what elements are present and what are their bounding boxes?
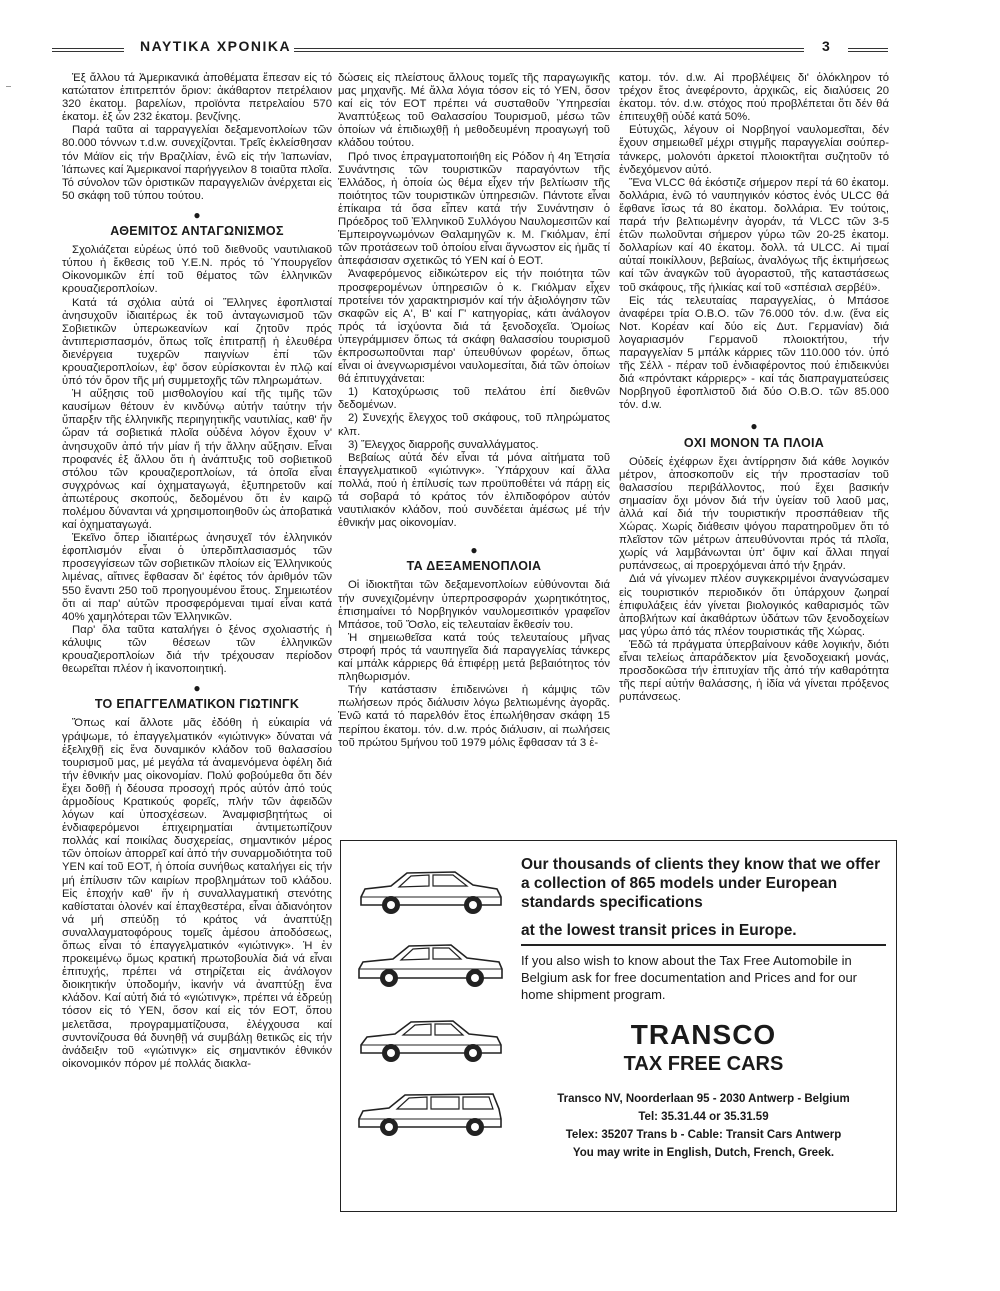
header-rule-right <box>848 48 888 49</box>
ad-telephone: Tel: 35.31.44 or 35.31.59 <box>638 1110 769 1123</box>
ad-brand-name: TRANSCO <box>630 1018 777 1050</box>
transco-advertisement <box>340 840 897 1212</box>
column-2 <box>338 72 610 750</box>
paragraph: δώσεις εἰς πλείστους ἄλλους τομεῖς τῆς παραγωγικῆς μας μηχανῆς. Μέ ἄλλα λόγια τόσον εἰς τό ΥΕΝ, ὅσον καί εἰς τόν ΕΟΤ πρέπει νά συσταθοῦν Ὑπηρεσίαι Ἀναπτύξεως τοῦ Θαλασσίου Τουρισμοῦ, μέσω τῶν ὁποίων νά ἐπιδιωχθῇ ἡ μεθοδευμένη προαγωγή τοῦ κλάδου τούτου. <box>338 72 610 150</box>
ad-copy <box>521 855 886 1162</box>
scan-mark <box>6 86 11 87</box>
header-rule-left-2 <box>52 51 124 52</box>
sedan-car-icon <box>355 1007 505 1069</box>
section-title-not-only-ships: ΟΧΙ ΜΟΝΟΝ ΤΑ ΠΛΟΙΑ <box>683 435 825 450</box>
station-wagon-icon <box>355 1081 505 1143</box>
paragraph: Ἡ αὔξησις τοῦ μισθολογίου καί τῆς τιμῆς τῶν καυσίμων θέτουν ἐν κινδύνῳ αὐτήν ταύτην τήν ὕπαρξιν τῆς ἑλληνικῆς περιηγητικῆς ναυτιλίας, καθ' ἥν ὥραν τά σοβιετικά πλοῖα οὐδένα λόγον ἔχουν ν' ἀνησυχοῦν ἀπό τήν μίαν ἤ τήν ἄλλην αὔξησιν. Εἶναι προφανές ἐξ ἄλλου ὅτι ἡ ἀνάπτυξις τοῦ σοβιετικοῦ στόλου τῶν κρουαζιεροπλοίων, τά ὁποῖα εἶναι συγχρόνως καί ὀχηματαγωγά, ἐξυπηρετοῦν καί ἀπωτέρους σκοπούς, δεδομένου ὅτι ἐν καιρῷ πολέμου δύνανται νά χρησιμοποιηθοῦν ὡς ἀποβατικά καί ὀχηματαγωγά. <box>62 388 332 532</box>
section-bullet-icon: ● <box>750 419 758 434</box>
header-rule-middle-2 <box>294 51 804 52</box>
ad-tagline: TAX FREE CARS <box>623 1052 784 1075</box>
page-header <box>52 38 910 58</box>
ad-info: If you also wish to know about the Tax Free Automobile in Belgium ask for free documentation and Prices and for our home shipment program. <box>521 952 858 1002</box>
section-bullet-icon: ● <box>470 543 478 558</box>
paragraph: Διά νά γίνωμεν πλέον συγκεκριμένοι ἀναγνώσαμεν εἰς τουριστικόν περιοδικόν ὅτι ὑπάρχουν ζωηραί ἐπιφυλάξεις ἐάν γίνεται βιολογικός καθαρισμός τῶν ἀποβλήτων καί ἀκαθάρτων ὑδάτων τῶν ξενοδοχείων μας γύρω ἀπό τάς πλέον τουριστικάς τῆς Χώρας. <box>619 573 889 638</box>
paragraph: Παρά ταῦτα αἱ ταρραγγελίαι δεξαμενοπλοίων τῶν 80.000 τόννων τ.d.w. συνεχίζονται. Τρεῖς ἐκλείσθησαν τόν Μάϊον εἰς τήν Βραζιλίαν, ἐνῶ εἰς τήν Ἰαπωνίαν, Ἰάπωνες καί Ἀμερικανοί παρήγγειλον 8 τοιαῦτα πλοῖα. Τό σύνολον τῶν ὁριστικῶν παραγγελιῶν ἀνέρχεται εἰς 50 σκάφη τοῦ τύπου τούτου. <box>62 124 332 202</box>
sedan-car-icon <box>355 933 505 995</box>
car-illustrations <box>355 859 515 1155</box>
journal-title: ΝΑΥΤΙΚΑ ΧΡΟΝΙΚΑ <box>140 38 292 54</box>
section-bullet-icon: ● <box>193 207 201 222</box>
ad-divider <box>521 944 886 946</box>
list-item: 3) Ἔλεγχος διαρροῆς συναλλάγματος. <box>348 438 539 451</box>
column-1 <box>62 72 332 1071</box>
ad-subheadline: at the lowest transit prices in Europe. <box>521 922 797 939</box>
header-rule-middle <box>294 48 804 49</box>
paragraph: Τήν κατάστασιν ἐπιδεινώνει ἡ κάμψις τῶν πωλήσεων πρός διάλυσιν λόγω βελτιωμένης ἀγορᾶς. Ἐνῶ κατά τό παρελθόν ἔτος ἐπωλήθησαν σκάφη 15 περίπου ἑκατομ. τόν. d.w. πρός διάλυσιν, αἱ πωλήσεις τοῦ πρώτου 5μήνου τοῦ 1979 μόλις ἔφθασαν τά 3 ἑ- <box>338 684 610 749</box>
section-title-tankers: ΤΑ ΔΕΞΑΜΕΝΟΠΛΟΙΑ <box>406 559 542 574</box>
ad-languages: You may write in English, Dutch, French, Greek. <box>572 1146 835 1159</box>
paragraph: Ἐκεῖνο ὅπερ ἰδιαιτέρως ἀνησυχεῖ τόν ἑλληνικόν ἐφοπλισμόν εἶναι ὁ ὑπερδιπλασιασμός τῶν προσεγγίσεων τῶν σοβιετικῶν πλοίων εἰς Ἑλληνικούς λιμένας, αἵτινες ἔφθασαν δι' ἐφέτος τόν ἀριθμόν τῶν 550 ἔναντι 250 τοῦ προηγουμένου ἔτους. Σημειωτέον ὅτι αἱ παρ' αὐτῶν προσφερόμεναι τιμαί εἶναι κατά 40% χαμηλότεραι τῶν Ἑλληνικῶν. <box>62 532 332 623</box>
paragraph: Κατά τά σχόλια αὐτά οἱ Ἕλληνες ἐφοπλισταί ἀνησυχοῦν ἰδιαιτέρως ἐκ τοῦ ἀνταγωνισμοῦ τῶν Σοβιετικῶν ὑπερωκεανίων καί ζητοῦν πρός ἀντιπερισπασμόν, ὅπως τοῖς ἐπιτραπῇ ἡ ἐλευθέρα διενέργεια τυχερῶν παιγνίων ἐπί τῶν κρουαζιεροπλοίων, ἐφ' ὅσον εὑρίσκονται ἐν πλῷ καί ὑπό τόν ὅρον τῆς μή συμμετοχῆς τῶν πληρωμάτων. <box>62 296 332 388</box>
ad-headline: Our thousands of clients they know that we offer a collection of 865 models under European standards specifications <box>521 856 881 911</box>
section-bullet-icon: ● <box>193 681 201 696</box>
paragraph: Εὐτυχῶς, λέγουν οἱ Νορβηγοί ναυλομεσῖται, δέν ἔχουν σημειωθεῖ μέχρι στιγμῆς παραγγελίαι σούπερ-τάνκερς, μολονότι ἀρκετοί πλοιοκτῆται συζητοῦν τό ἐνδεχόμενον αὐτό. <box>619 124 889 176</box>
ad-address: Transco NV, Noorderlaan 95 - 2030 Antwerp - Belgium <box>557 1092 850 1105</box>
paragraph: Οὐδείς ἐχέφρων ἔχει ἀντίρρησιν διά κάθε λογικόν μέτρον, ἀποσκοποῦν εἰς τήν προστασίαν τοῦ θαλασσίου περιβάλλοντος, πού ἔχει βασικήν σημασίαν ὄχι μόνον διά τήν ὑγείαν τοῦ λαοῦ μας, ἀλλά καί διά τήν τουριστικήν προσπάθειαν τῆς Χώρας. Χωρίς διάθεσιν ψόγου παρατηροῦμεν ὅτι τό πλεῖστον τῶν μέτρων ἀπευθύνονται πρός τά πλοῖα, χωρίς νά λαμβάνωνται ὑπ' ὄψιν καί ἄλλαι πηγαί ρυπάνσεως, αἱ προερχόμεναι ἀπό τήν ξηράν. <box>619 455 889 573</box>
paragraph: Παρ' ὅλα ταῦτα καταλήγει ὁ ξένος σχολιαστής ἡ κάλυψις τῶν θέσεων τῶν ἑλληνικῶν κρουαζιεροπλοίων διά τήν τρέχουσαν περίοδον θεωρεῖται πλέον ἡ ἱκανοποιητική. <box>62 623 332 676</box>
column-3 <box>619 72 889 704</box>
paragraph: Οἱ ἰδιοκτῆται τῶν δεξαμενοπλοίων εὐθύνονται διά τήν συνεχιζομένην ὑπερπροσφοράν χωρητικότητος, ἐπισημαίνει τό Νορβηγικόν ναυλομεσιτικόν γραφεῖον Μπάσοε, τοῦ Ὄσλο, εἰς τελευταίαν ἔκθεσίν του. <box>338 579 610 631</box>
paragraph: Σχολιάζεται εὐρέως ὑπό τοῦ διεθνοῦς ναυτιλιακοῦ τύπου ἡ ἔκθεσις τοῦ Υ.Ε.Ν. πρός τό Ὑπουργεῖον Οἰκονομικῶν ἐπί τοῦ θέματος τῶν ἑλληνικῶν κρουαζιεροπλοίων. <box>62 244 332 296</box>
paragraph: Ὅπως καί ἄλλοτε μᾶς ἐδόθη ἡ εὐκαιρία νά γράψωμε, τό ἐπαγγελματικόν «γιώτινγκ» δύναται νά ἐξελιχθῇ εἰς ἕνα δυναμικόν κλάδον τοῦ θαλασσίου τουρισμοῦ μας, μέ μεγάλα τά ἀναμενόμενα ὀφέλη διά τήν ἐθνικήν μας οἰκονομίαν. Πολύ φοβούμεθα ὅτι δέν ἔχει δοθῇ ἡ δέουσα προσοχή πρός αὐτόν ἀπό τούς ἁρμοδίους Κρατικούς φορεῖς, πλήν τῶν ἀφειδῶν λόγων καί ὑποσχέσεων. Ἀναμφισβητήτως οἱ ἐνδιαφερόμενοι ἐπιχειρηματίαι ἀντιμετωπίζουν πολλάς καί ποικίλας δυσχερείας, σημαντικόν μέρος τῶν ὁποίων ἀπορρεῖ καί ἀπό τήν συναρμοδιότητα τοῦ ΥΕΝ καί τοῦ ΕΟΤ, ἡ ὁποία συνήθως καταλήγει εἰς τήν μή ἐπίλυσιν τῶν καιρίων προβλημάτων τοῦ κλάδου. Εἰς ἐποχήν καθ' ἥν ἡ συναλλαγματική στενότης καθίσταται ὁλονέν καί ἐπαχθεστέρα, εἶναι ἀδιανόητον νά μή σπεύδῃ τό κράτος νά ἀναπτύξῃ συναλλαγματοφόρους τομεῖς ἀμέσου ἀποδόσεως, ὅπως εἶναι τό ἐπαγγελματικόν «γιώτινγκ». Ἡ ἐν προκειμένῳ ὅμως κρατική πρωτοβουλία διά νά εἶναι ἐπιτυχής, πρέπει νά στηρίζεται εἰς ἀνάλογον διοικητικήν ὑποδομήν, ἱκανήν νά ἀναπτύξῃ ἕνα κλάδον. Καί αὐτή διά τό «γιώτινγκ», πρέπει νά ἑδρεύῃ τόσον εἰς τό ΥΕΝ, ὅσον καί εἰς τόν ΕΟΤ, ὅπου μελετᾶσα, προγραμματίζουσα, ἐλέγχουσα καί συντονίζουσα θά δυνηθῇ νά συμβάλῃ θετικῶς εἰς τήν ἀνάδειξιν τοῦ «γιώτινγκ» εἰς σημαντικόν ἐθνικόν οἰκονομικόν πόρον μέ πολλάς διακλα- <box>62 717 332 1070</box>
paragraph: Εἰς τάς τελευταίας παραγγελίας, ὁ Μπάσοε ἀναφέρει τρία Ο.Β.Ο. τῶν 76.000 τόν. d.w. (ἕνα εἰς Νοτ. Κορέαν καί δύο εἰς Δυτ. Γερμανίαν) διά λογαριασμόν Γερμανοῦ πλοιοκτήτου, τήν παραγγελίαν 5 μπάλκ κάρριες τῶν 110.000 τόν. ὑπό τῆς Σέλλ - πέραν τοῦ ἐνδιαφέροντος πού ἐπιδεικνύει διά «πρόντακτ κάρριερς» - καί τάς διαπραγματεύσεις Νορβηγοῦ ἐφοπλιστοῦ διά δύο Ο.Β.Ο. τῶν 85.000 τόν. d.w. <box>619 294 889 412</box>
paragraph: Ἐδῶ τά πράγματα ὑπερβαίνουν κάθε λογικήν, διότι εἶναι τελείως ἀπαράδεκτον μία ξενοδοχειακή μονάς, προσδοκῶσα τήν ἐπιτυχίαν τῆς ἀπό τήν καθαρότητα τῆς περί αὐτήν θαλάσσης, ἡ ἰδία νά γίνεται πρόξενος ρυπάνσεως. <box>619 638 889 704</box>
paragraph: κατομ. τόν. d.w. Αἱ προβλέψεις δι' ὁλόκληρον τό τρέχον ἔτος ἀνεφέροντο, ἀρχικῶς, εἰς διαλύσεις 20 ἑκατομ. τόν. d.w. στόχος πού προβλέπεται ὅτι δέν θά ἐπιτευχθῇ οὐδέ κατά 50%. <box>619 72 889 124</box>
list-item: 2) Συνεχής ἔλεγχος τοῦ σκάφους, τοῦ πληρώματος κλπ. <box>338 412 610 438</box>
list-item: 1) Κατοχύρωσις τοῦ πελάτου ἐπί διεθνῶν δεδομένων. <box>338 386 610 412</box>
section-title-professional-yachting: ΤΟ ΕΠΑΓΓΕΛΜΑΤΙΚΟΝ ΓΙΩΤΙΝΓΚ <box>94 697 300 712</box>
ad-telex: Telex: 35207 Trans b - Cable: Transit Cars Antwerp <box>565 1128 842 1141</box>
paragraph: Πρό τινος ἐπραγματοποιήθη εἰς Ρόδον ἡ 4η Ἐτησία Συνάντησις τῶν τουριστικῶν παραγόντων τῆς Ἑλλάδος, ἡ ὁποία ὡς θέμα εἶχεν τήν βελτίωσιν τῆς ποιότητος τῶν τουριστικῶν ὑπηρεσιῶν. Πάντοτε εἶναι ἐπίκαιρα τά ὅσα εἶπεν κατά τήν Συνάντησιν ὁ Πρόεδρος τοῦ Ἑλληνικοῦ Συλλόγου Ναυλομεσιτῶν καί Ἐμπειρογνωμόνων Θαλαμηγῶν κ. Μ. Γκιόλμαν, ἐπί τῶν προτάσεων τοῦ ὁποίου εἶναι ἄγνωστον εἰς ἡμᾶς τί ἀπεφάσισαν σχετικῶς τό ΥΕΝ καί ὁ ΕΟΤ. <box>338 150 610 268</box>
sedan-car-icon <box>355 859 505 921</box>
paragraph: Ἐξ ἄλλου τά Ἀμερικανικά ἀποθέματα ἔπεσαν εἰς τό κατώτατον ἐπιτρεπτόν ὅριον: ἀκάθαρτον πετρέλαιον 320 ἑκατομ. βαρελίων, προϊόντα πετρελαίου 570 ἑκατομ. ἐξ ὧν 232 ἑκατομ. βενζίνης. <box>62 72 332 124</box>
header-rule-right-2 <box>848 51 888 52</box>
ad-contact <box>521 1090 886 1162</box>
paragraph: Ἡ σημειωθεῖσα κατά τούς τελευταίους μῆνας στροφή πρός τά ναυπηγεῖα διά παραγγελίας τάνκερς καί μπάλκ κάρριερς θά ἐπιφέρῃ μετά βεβαιότητος τόν πληθωρισμόν. <box>338 631 610 684</box>
paragraph: Βεβαίως αὐτά δέν εἶναι τά μόνα αἰτήματα τοῦ ἐπαγγελματικοῦ «γιώτινγκ». Ὑπάρχουν καί ἄλλα πολλά, πού ἡ ἐπίλυσίς των προϋποθέτει νά πάρῃ εἰς τά σοβαρά τό κράτος τόν ἐλπιδοφόρον αὐτόν ναυτιλιακόν κλάδον, πού συνδέεται ἀμέσως μέ τήν ἐθνικήν μας οἰκονομίαν. <box>338 451 610 530</box>
paragraph: Ἀναφερόμενος εἰδικώτερον εἰς τήν ποιότητα τῶν προσφερομένων ὑπηρεσιῶν ὁ κ. Γκιόλμαν εἶχεν προτείνει τόν χαρακτηρισμόν καί τήν ἀξιολόγησιν τῶν σκαφῶν εἰς Α', Β' καί Γ' κατηγορίας, κάτι ἀνάλογον πρός τά ἰσχύοντα διά τά ξενοδοχεῖα. Ὁμοίως ὑπεγράμμισεν ὅπως τά σκάφη θαλασσίου τουρισμοῦ ἐκπροσωποῦνται παρ' ὑπευθύνων φορέων, ὅπως εἶναι οἱ ἀνεγνωρισμένοι ναυλομεσίται, διά τῶν ὁποίων θά ἐπιτυγχάνεται: <box>338 268 610 386</box>
section-title-unfair-competition: ΑΘΕΜΙΤΟΣ ΑΝΤΑΓΩΝΙΣΜΟΣ <box>110 224 284 239</box>
paragraph: Ἕνα VLCC θά ἐκόστιζε σήμερον περί τά 60 ἑκατομ. δολλάρια, ἐνῶ τό ναυπηγικόν κόστος ἑνός ULCC θά ἔφθανε ἴσως τά 80 ἑκατομ. δολλάρια. Ἐν τούτοις, παρά τήν βελτιωμένην ἀγοράν, τά VLCC τῶν 3-5 ἐτῶν πωλοῦνται σήμερον γύρω τῶν 20-25 ἑκατομ. δολλαρίων καί 40 ἑκατομ. δολλ. τά ULCC. Αἱ τιμαί αὐταί ποικίλλουν, βεβαίως, ἀναλόγως τῆς ἐκτιμήσεως καί τῶν ἀναγκῶν τοῦ ἀγοραστοῦ, τῆς καταστάσεως τοῦ σκάφους, τῆς ἡλικίας καί τοῦ «σπέσιαλ σερβέϋ». <box>619 176 889 294</box>
page-number: 3 <box>822 38 830 54</box>
header-rule-left <box>52 48 124 49</box>
